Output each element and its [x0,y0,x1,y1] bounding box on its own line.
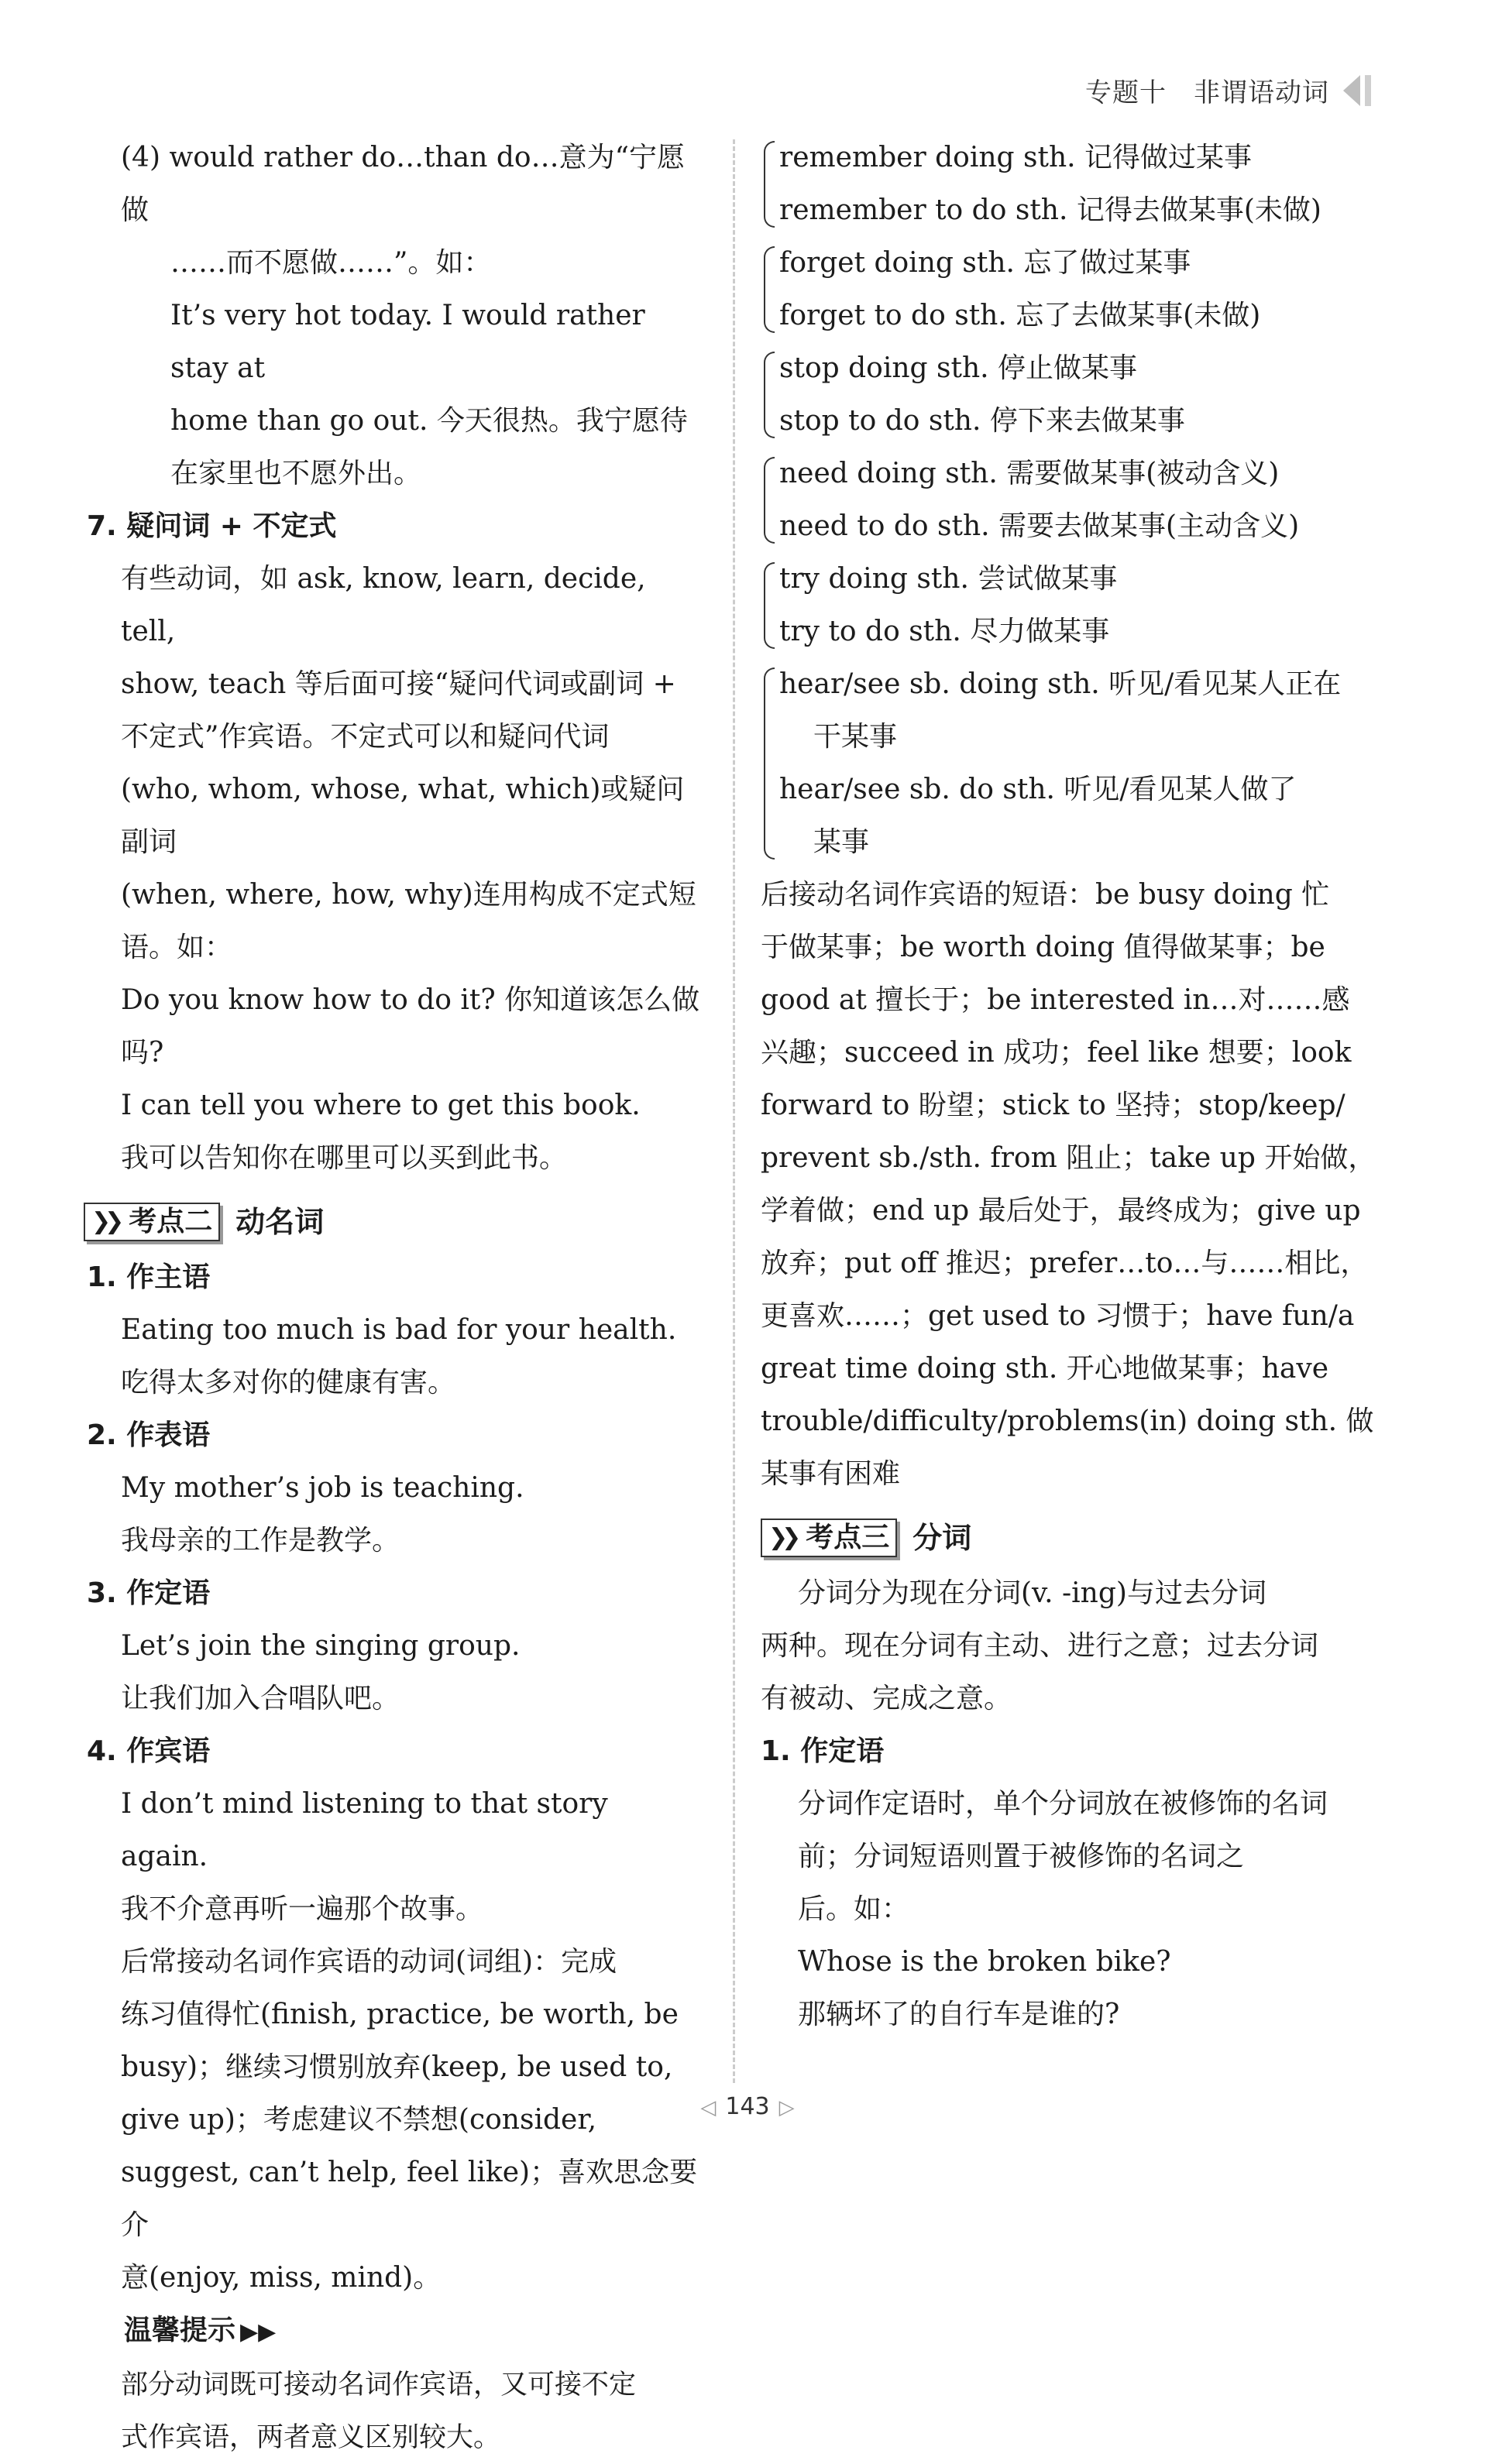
chapter-title: 专题十 非谓语动词 [1085,77,1329,108]
fenci-intro-line: 分词分为现在分词(v. -ing)与过去分词 [798,1577,1266,1609]
item4-line3: It’s very hot today. I would rather stay at [170,300,645,384]
phrase-line: 更喜欢……；get used to 习惯于；have fun/a [761,1300,1355,1332]
g1-line: 吃得太多对你的健康有害。 [121,1367,456,1398]
f1-line: 后。如： [798,1893,910,1925]
double-chevron-icon: ❯❯ [768,1524,796,1551]
phrase-line: 某事有困难 [761,1458,901,1490]
pair-line: hear/see sb. do sth. 听见/看见某人做了 [779,774,1297,805]
phrase-line: prevent sb./sth. from 阻止；take up 开始做， [761,1142,1376,1174]
pair-line: try to do sth. 尽力做某事 [779,616,1110,647]
triangle-marker-icon [1343,75,1360,106]
pair-line: need to do sth. 需要去做某事(主动含义) [779,510,1300,542]
item4-line2: ……而不愿做……”。如： [170,247,492,279]
g1-line: Eating too much is bad for your health. [121,1314,677,1346]
tip-line: 部分动词既可接动名词作宾语，又可接不定 [121,2370,637,2401]
g2-title: 2. 作表语 [87,1419,211,1451]
g4-line: give up)；考虑建议不禁想(consider, [121,2104,597,2136]
verb-pair-remember [761,132,1380,237]
phrase-line: 兴趣；succeed in 成功；feel like 想要；look [761,1037,1352,1069]
phrase-line: forward to 盼望；stick to 坚持；stop/keep/ [761,1090,1346,1121]
phrase-line: good at 擅长于；be interested in…对……感 [761,984,1350,1016]
kaodian-2-label: 考点二 [129,1206,213,1237]
f1-line: 分词作定语时，单个分词放在被修饰的名词 [798,1788,1328,1820]
pair-line: forget doing sth. 忘了做过某事 [779,247,1191,279]
bar-marker-icon [1365,75,1371,106]
verb-pair-try [761,553,1380,658]
right-triangle-icon: ▷ [778,2096,795,2119]
sec7-line: 语。如： [121,932,233,963]
g3-title: 3. 作定语 [87,1577,211,1609]
page-footer [0,2093,1495,2120]
f1-line: 那辆坏了的自行车是谁的? [798,1999,1120,2030]
g4-line: 练习值得忙(finish, practice, be worth, be [121,1999,679,2030]
kaodian-2-heading [84,1196,703,1248]
sec7-line: show, teach 等后面可接“疑问代词或副词 + [121,668,676,700]
g4-line: 我不介意再听一遍那个故事。 [121,1893,484,1925]
verb-pair-stop [761,342,1380,448]
g3-line: 让我们加入合唱队吧。 [121,1683,400,1714]
fenci-intro-line: 两种。现在分词有主动、进行之意；过去分词 [761,1630,1319,1662]
g2-line: My mother’s job is teaching. [121,1472,524,1504]
g4-line: 后常接动名词作宾语的动词(词组)：完成 [121,1946,617,1978]
right-column [761,132,1380,2041]
double-arrow-icon: ▶▶ [240,2318,277,2346]
sec7-line: 有些动词，如 ask, know, learn, decide, tell, [121,563,646,647]
section-7-title: 7. 疑问词 + 不定式 [87,510,337,542]
pair-line: stop to do sth. 停下来去做某事 [779,405,1185,437]
kaodian-3-title: 分词 [912,1521,972,1555]
phrase-line: 于做某事；be worth doing 值得做某事；be [761,932,1325,963]
sec7-line: 我可以告知你在哪里可以买到此书。 [121,1142,568,1174]
g2-line: 我母亲的工作是教学。 [121,1525,400,1556]
f1-title: 1. 作定语 [761,1735,885,1767]
verb-pair-hear-see [761,658,1380,869]
g4-line: I don’t mind listening to that story again. [121,1788,608,1872]
sec7-line: I can tell you where to get this book. [121,1090,641,1121]
sec7-line: (when, where, how, why)连用构成不定式短 [121,879,696,911]
sec7-line: Do you know how to do it? 你知道该怎么做吗? [121,984,700,1069]
pair-line: forget to do sth. 忘了去做某事(未做) [779,300,1261,331]
pair-line: 某事 [813,826,870,858]
f1-line: Whose is the broken bike? [798,1946,1171,1978]
g4-line: 意(enjoy, miss, mind)。 [121,2262,442,2294]
pair-line: stop doing sth. 停止做某事 [779,352,1138,384]
kaodian-3-label: 考点三 [806,1522,890,1553]
g1-title: 1. 作主语 [87,1261,211,1293]
item4-line4: home than go out. 今天很热。我宁愿待 [170,405,688,437]
pair-line: need doing sth. 需要做某事(被动含义) [779,458,1280,489]
phrase-line: great time doing sth. 开心地做某事；have [761,1353,1329,1385]
page-header [1085,71,1371,109]
tip-title: 温馨提示 [124,2315,236,2346]
double-chevron-icon: ❯❯ [91,1208,119,1235]
kaodian-2-box [84,1203,220,1241]
column-divider [733,139,735,2083]
verb-pair-need [761,448,1380,553]
phrase-line: 后接动名词作宾语的短语：be busy doing 忙 [761,879,1330,911]
pair-line: remember to do sth. 记得去做某事(未做) [779,194,1321,226]
f1-line: 前；分词短语则置于被修饰的名词之 [798,1841,1245,1872]
pair-line: hear/see sb. doing sth. 听见/看见某人正在 [779,668,1342,700]
kaodian-2-title: 动名词 [235,1205,325,1239]
g4-title: 4. 作宾语 [87,1735,211,1767]
tip-heading [84,2304,703,2359]
g3-line: Let’s join the singing group. [121,1630,521,1662]
g4-line: busy)；继续习惯别放弃(keep, be used to, [121,2051,673,2083]
g4-line: suggest, can’t help, feel like)；喜欢思念要介 [121,2157,698,2241]
phrase-line: 学着做；end up 最后处于，最终成为；give up [761,1195,1361,1227]
item4-line1: (4) would rather do…than do…意为“宁愿做 [121,142,685,226]
tip-line: 式作宾语，两者意义区别较大。 [121,2422,501,2453]
pair-line: 干某事 [813,721,898,753]
kaodian-3-box [761,1519,897,1557]
page-number: 143 [725,2093,770,2120]
fenci-intro-line: 有被动、完成之意。 [761,1683,1012,1714]
phrase-line: 放弃；put off 推迟；prefer…to…与……相比， [761,1247,1369,1279]
item4-line5: 在家里也不愿外出。 [170,458,422,489]
kaodian-3-heading [761,1512,1380,1564]
left-triangle-icon: ◁ [700,2096,717,2119]
verb-pair-forget [761,237,1380,342]
pair-line: try doing sth. 尝试做某事 [779,563,1118,595]
sec7-line: (who, whom, whose, what, which)或疑问副词 [121,774,685,858]
pair-line: remember doing sth. 记得做过某事 [779,142,1253,173]
sec7-line: 不定式”作宾语。不定式可以和疑问代词 [121,721,610,753]
phrase-line: trouble/difficulty/problems(in) doing sth. 做 [761,1405,1374,1437]
